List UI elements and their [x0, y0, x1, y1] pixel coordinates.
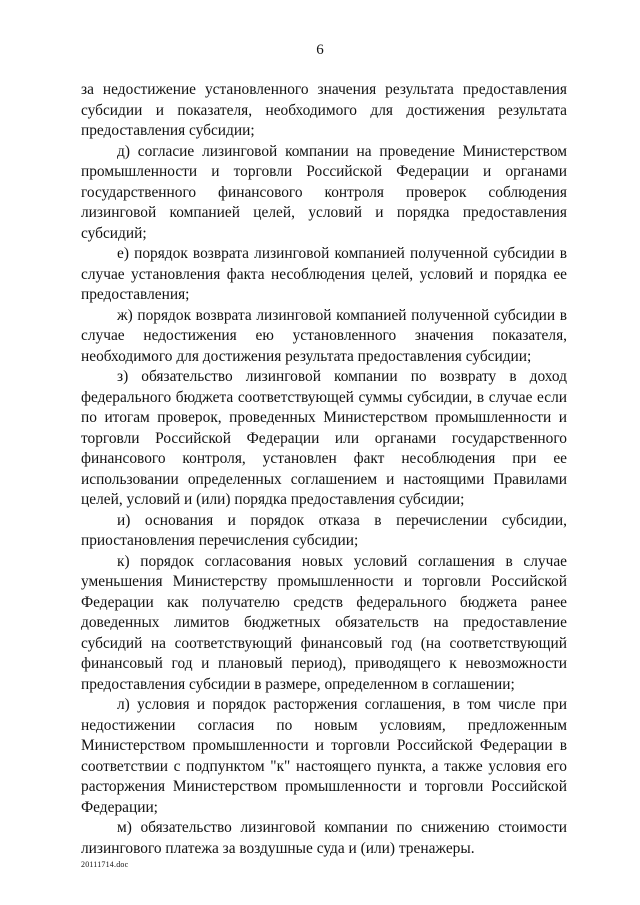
paragraph-item-zh: ж) порядок возврата лизинговой компанией полученной субсидии в случае недостижения ею установленного значения показателя, необходимого для достижения результата предоставления субсидии;: [81, 306, 567, 365]
paragraph-item-d: д) согласие лизинговой компании на проведение Министерством промышленности и торговли Российской Федерации и органами государственного финансового контроля проверок соблюдения лизинговой компанией целей, условий и порядка предоставления субсидий;: [81, 142, 567, 242]
footer-filename: 20111714.doc: [81, 860, 129, 869]
paragraph-item-k: к) порядок согласования новых условий соглашения в случае уменьшения Министерству промышленности и торговли Российской Федерации как получателю средств федерального бюджета ранее доведенных лимитов бюджетных обязательств на предоставление субсидий на соответствующий финансовый год (на соответствующий финансовый год и плановый период), приводящего к невозможности предоставления субсидии в размере, определенном в соглашении;: [81, 552, 567, 693]
paragraph-item-i: и) основания и порядок отказа в перечислении субсидии, приостановления перечисления субсидии;: [81, 511, 567, 549]
paragraph-item-m: м) обязательство лизинговой компании по снижению стоимости лизингового платежа за воздушные суда и (или) тренажеры.: [81, 819, 567, 857]
document-body: [81, 80, 567, 859]
paragraph-item-z: з) обязательство лизинговой компании по возврату в доход федерального бюджета соответствующей суммы субсидии, в случае если по итогам проверок, проведенных Министерством промышленности и торговли Российской Федерации или органами государственного финансового контроля, установлен факт несоблюдения при ее использовании определенных соглашением и настоящими Правилами целей, условий и (или) порядка предоставления субсидии;: [81, 368, 567, 508]
paragraph-item-e: е) порядок возврата лизинговой компанией полученной субсидии в случае установления факта несоблюдения целей, условий и порядка ее предоставления;: [81, 245, 567, 303]
paragraph-item-l: л) условия и порядок расторжения соглашения, в том числе при недостижении согласия по новым условиям, предложенным Министерством промышленности и торговли Российской Федерации в соответствии с подпунктом "к" настоящего пункта, а также условия его расторжения Министерством промышленности и торговли Российской Федерации;: [81, 696, 567, 816]
page-number: 6: [316, 42, 324, 58]
paragraph-continuation: за недостижение установленного значения результата предоставления субсидии и показателя, необходимого для достижения результата предоставления субсидии;: [81, 81, 567, 139]
